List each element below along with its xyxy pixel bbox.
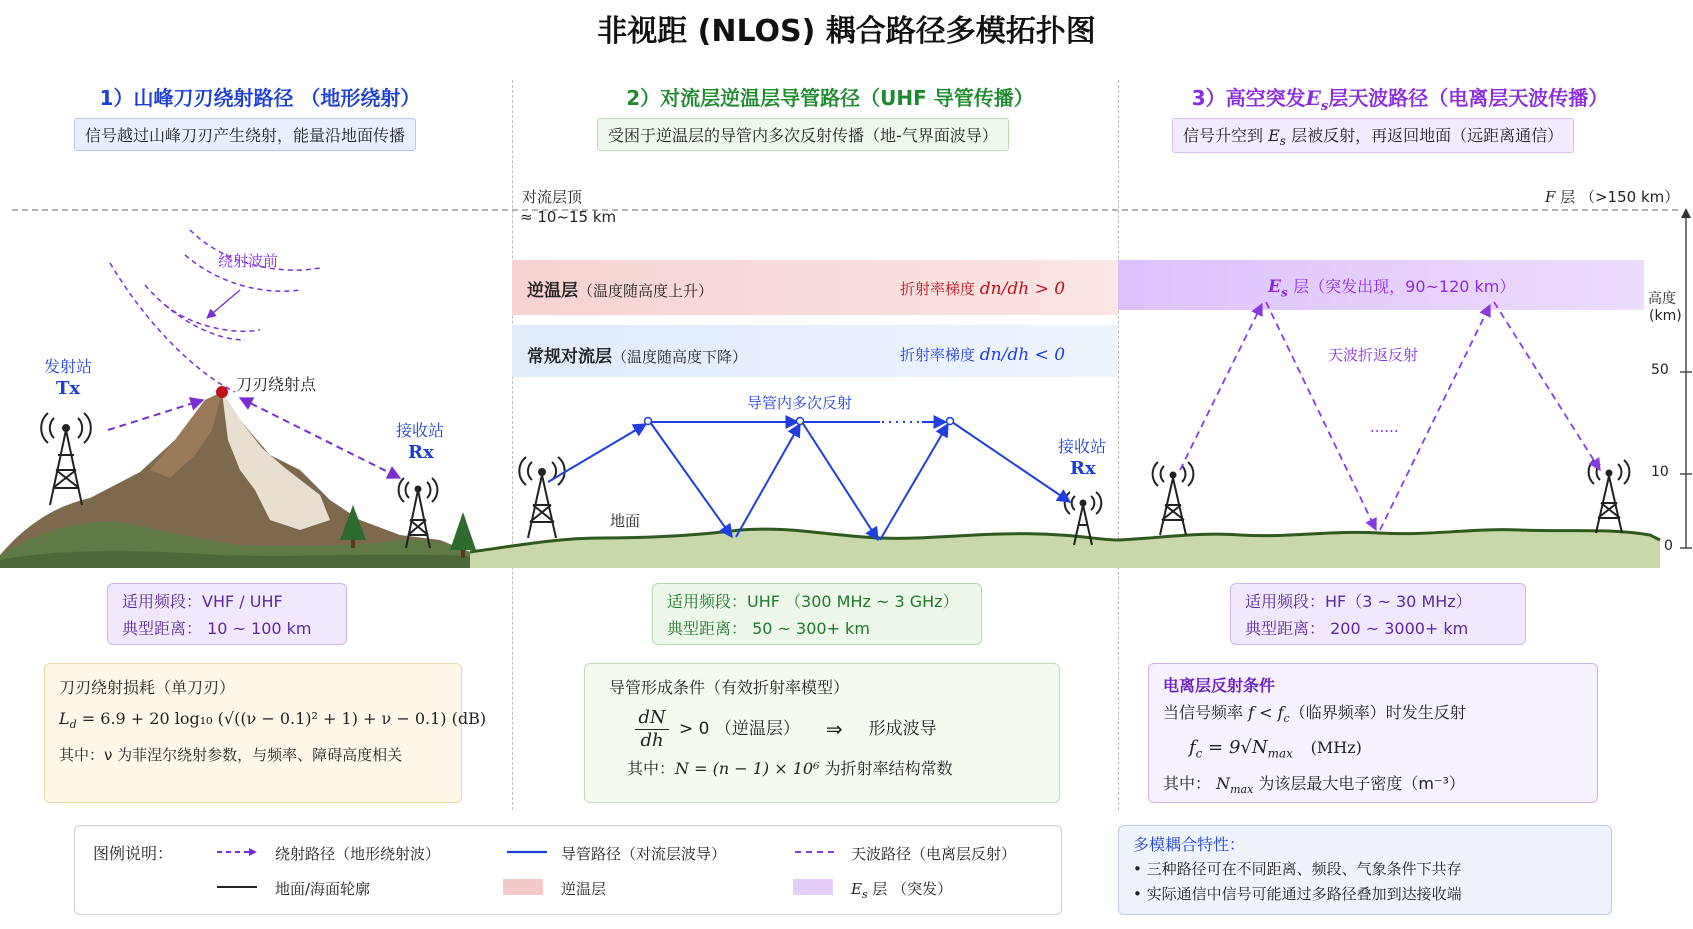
legend-skywave: 天波路径（电离层反射） [851, 845, 1017, 863]
f-layer-label: F 层 （>150 km） [1545, 188, 1680, 206]
scale-tick-50: 50 [1651, 362, 1669, 378]
normal-gradient: 折射率梯度 dn/dh < 0 [900, 345, 1066, 365]
legend-es: $E_s$ 层 （突发） [851, 880, 953, 901]
skywave-label: 天波折返反射 [1328, 346, 1419, 364]
wavefront-label: 绕射波前 [218, 252, 279, 270]
scale-tick-0: 0 [1664, 538, 1673, 554]
scale-tick-10: 10 [1651, 464, 1669, 480]
knife-edge-formula-box: 刀刃绕射损耗（单刀刃） $L_d = 6.9 + 20$ log₁₀ (√((ν − 0.1)² + 1) + ν − 0.1) (dB) 其中：ν 为菲涅尔绕射参数，与频率、障碍高度相关 [44, 663, 462, 803]
altitude-scale [1680, 208, 1692, 548]
inversion-gradient: 折射率梯度 dn/dh > 0 [900, 279, 1066, 299]
coupling-title: 多模耦合特性： [1133, 835, 1246, 854]
coupling-item: • 三种路径可在不同距离、频段、气象条件下共存 [1133, 860, 1462, 878]
legend-es-swatch [793, 879, 833, 895]
tx-label: 发射站 [44, 357, 93, 376]
tx-code: Tx [56, 378, 81, 399]
tropopause-height: ≈ 10~15 km [520, 208, 617, 226]
rx-label-2: 接收站 [1058, 437, 1107, 456]
rx-tower-icon [1589, 460, 1630, 533]
knife-edge-label: 刀刃绕射点 [236, 375, 317, 394]
scale-title: 高度 [1648, 291, 1676, 307]
section-3-title: 3）高空突发$E_s$层天波路径（电离层天波传播） [1191, 86, 1609, 114]
section-2-title: 2）对流层逆温层导管路径（UHF 导管传播） [626, 86, 1034, 110]
duct-label: 导管内多次反射 [747, 394, 853, 412]
tx-tower-icon [1153, 462, 1194, 535]
coupling-item: • 实际通信中信号可能通过多路径叠加到达接收端 [1133, 885, 1462, 903]
legend-skywave-swatch [793, 846, 837, 858]
tx-tower-icon [519, 457, 564, 538]
legend-ground-swatch [215, 881, 259, 893]
legend-diffraction: 绕射路径（地形绕射波） [275, 845, 441, 863]
ground-contour-3 [1118, 530, 1660, 568]
rx-code: Rx [408, 442, 434, 463]
legend-duct-swatch [505, 846, 549, 858]
freq-box-3: 适用频段：HF（3 ~ 30 MHz） 典型距离： 200 ~ 3000+ km [1230, 583, 1526, 645]
ground-label: 地面 [610, 512, 641, 530]
legend-inversion: 逆温层 [561, 880, 607, 898]
duct-formula-box: 导管形成条件（有效折射率模型） dN dh > 0 （逆温层） ⇒ 形成波导 其中：N = (n − 1) × 10⁶ 为折射率结构常数 [584, 663, 1060, 803]
freq-box-2: 适用频段：UHF （300 MHz ~ 3 GHz） 典型距离： 50 ~ 300+ km [652, 583, 982, 645]
rx-code-2: Rx [1070, 458, 1096, 479]
section-2-subtitle: 受困于逆温层的导管内多次反射传播（地-气界面波导） [597, 118, 1009, 151]
coupling-box [1118, 825, 1612, 915]
tropopause-label: 对流层顶 [522, 188, 583, 206]
legend-inversion-swatch [503, 879, 543, 895]
legend-duct: 导管路径（对流层波导） [561, 845, 727, 863]
skywave-path [1180, 302, 1600, 530]
ionosphere-formula-box: 电离层反射条件 当信号频率 $f < f_c$（临界频率）时发生反射 $f_c = 9√N_{max}$ (MHz) 其中： $N_{max}$ 为该层最大电子密度（m⁻³） [1148, 663, 1598, 803]
section-1-subtitle: 信号越过山峰刀刃产生绕射，能量沿地面传播 [74, 118, 416, 151]
scale-unit: (km) [1649, 308, 1682, 324]
freq-box-1: 适用频段：VHF / UHF 典型距离： 10 ~ 100 km [107, 583, 347, 645]
legend-diffraction-swatch [215, 846, 259, 858]
ground-contour-2 [470, 529, 1118, 568]
legend-ground: 地面/海面轮廓 [275, 880, 371, 898]
inversion-label: 逆温层（温度随高度上升） [527, 281, 714, 301]
rx-label: 接收站 [396, 421, 445, 440]
wavefront-pointer [207, 290, 240, 318]
page-title: 非视距 (NLOS) 耦合路径多模拓扑图 [597, 14, 1096, 49]
normal-troposphere-label: 常规对流层（温度随高度下降） [527, 347, 748, 367]
es-layer-label: $E_s$ 层（突发出现，90~120 km） [1268, 277, 1516, 300]
tx-tower-icon [41, 413, 91, 505]
legend-box [74, 825, 1062, 915]
skywave-dots: ...... [1370, 418, 1399, 436]
legend-title: 图例说明： [93, 844, 174, 863]
section-1-title: 1）山峰刀刃绕射路径 （地形绕射） [99, 86, 421, 110]
section-3-subtitle: 信号升空到 $E_s$ 层被反射，再返回地面（远距离通信） [1172, 118, 1574, 153]
